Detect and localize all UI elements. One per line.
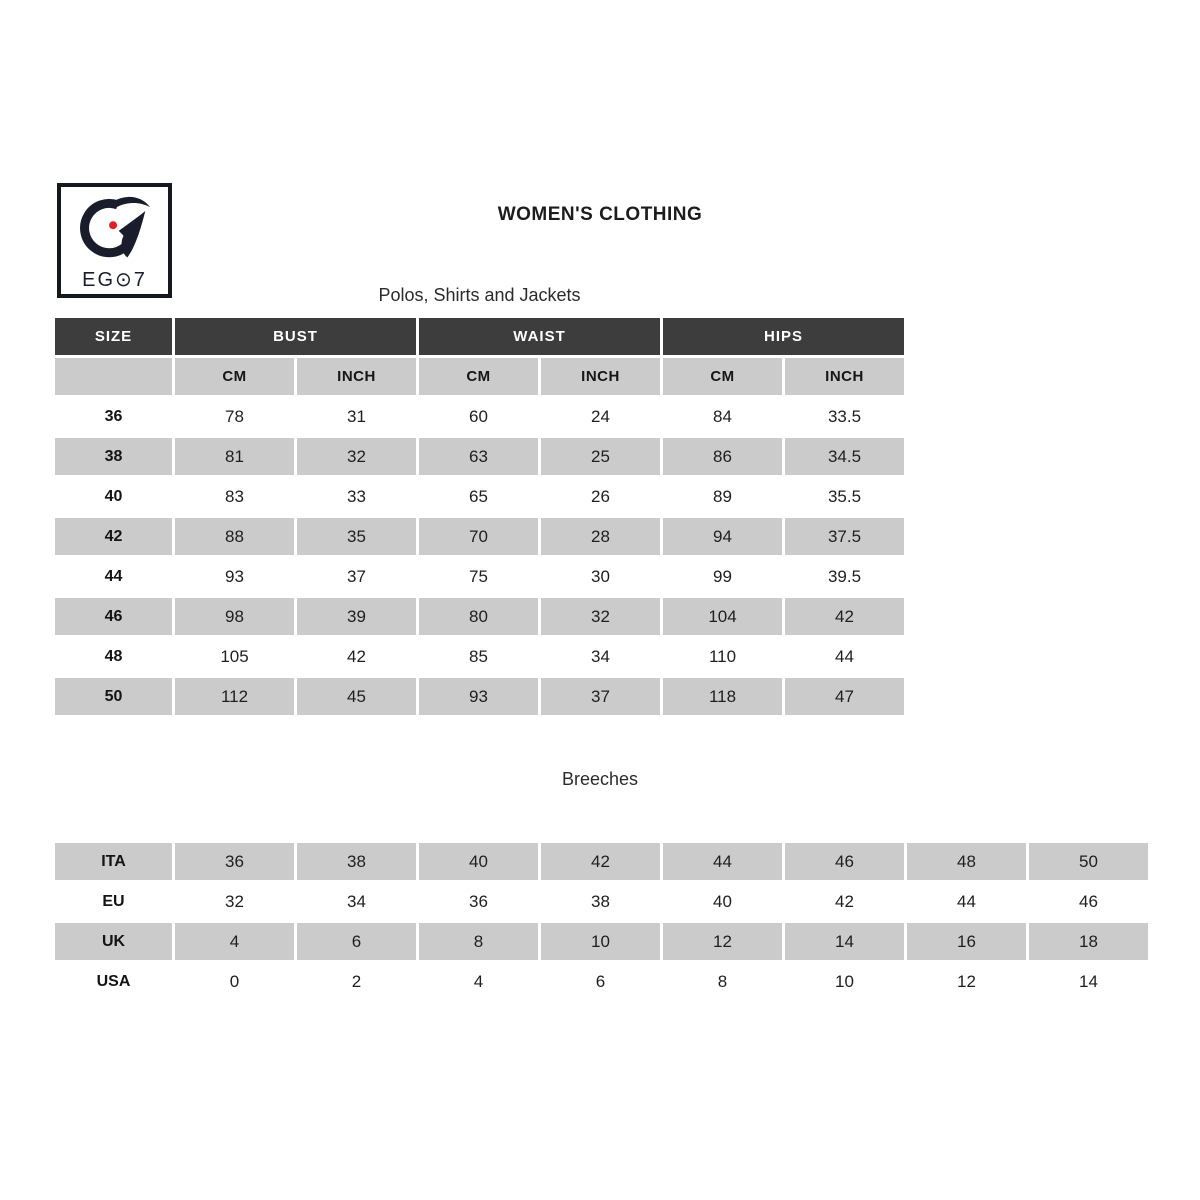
- group-header-row: [55, 318, 904, 355]
- value-cell: 70: [419, 518, 538, 555]
- page-title: WOMEN'S CLOTHING: [497, 204, 703, 225]
- bust-group-header: BUST: [175, 318, 416, 355]
- value-cell: 6: [595, 971, 606, 991]
- region-size-row: [55, 923, 1148, 960]
- unit-header-cell: CM: [663, 358, 782, 395]
- value-cell: 8: [717, 971, 728, 991]
- value-cell: 85: [469, 646, 488, 666]
- region-size-row: [55, 883, 1148, 920]
- region-cell: ITA: [55, 843, 172, 880]
- size-row: [55, 638, 904, 675]
- value-cell: 46: [1079, 891, 1098, 911]
- size-cell: 44: [104, 567, 123, 585]
- value-cell: 86: [663, 438, 782, 475]
- value-cell: 80: [419, 598, 538, 635]
- value-cell: 33.5: [827, 406, 862, 426]
- value-cell: 46: [785, 843, 904, 880]
- value-cell: 44: [663, 843, 782, 880]
- value-cell: 26: [591, 486, 610, 506]
- unit-header-cell: CM: [175, 358, 294, 395]
- value-cell: 48: [907, 843, 1026, 880]
- value-cell: 33: [347, 486, 366, 506]
- value-cell: 34: [591, 646, 610, 666]
- value-cell: 31: [347, 406, 366, 426]
- value-cell: 40: [713, 891, 732, 911]
- size-row: [55, 598, 904, 635]
- value-cell: 32: [297, 438, 416, 475]
- value-cell: 65: [469, 486, 488, 506]
- value-cell: 39.5: [827, 566, 862, 586]
- value-cell: 88: [175, 518, 294, 555]
- unit-header-cell: INCH: [785, 358, 904, 395]
- size-cell: 40: [104, 487, 123, 505]
- waist-group-header: WAIST: [419, 318, 660, 355]
- value-cell: 83: [225, 486, 244, 506]
- value-cell: 2: [351, 971, 362, 991]
- value-cell: 78: [225, 406, 244, 426]
- value-cell: 47: [785, 678, 904, 715]
- value-cell: 16: [907, 923, 1026, 960]
- value-cell: 60: [469, 406, 488, 426]
- value-cell: 36: [469, 891, 488, 911]
- value-cell: 32: [541, 598, 660, 635]
- region-cell: USA: [96, 972, 131, 990]
- value-cell: 18: [1029, 923, 1148, 960]
- value-cell: 38: [297, 843, 416, 880]
- value-cell: 63: [419, 438, 538, 475]
- value-cell: 39: [297, 598, 416, 635]
- value-cell: 42: [347, 646, 366, 666]
- value-cell: 45: [297, 678, 416, 715]
- size-row: [55, 478, 904, 515]
- value-cell: 104: [663, 598, 782, 635]
- polos-table-caption: Polos, Shirts and Jackets: [378, 285, 581, 305]
- value-cell: 8: [419, 923, 538, 960]
- value-cell: 38: [591, 891, 610, 911]
- value-cell: 25: [541, 438, 660, 475]
- value-cell: 14: [1079, 971, 1098, 991]
- size-cell: 36: [104, 407, 123, 425]
- size-cell: 46: [55, 598, 172, 635]
- value-cell: 4: [175, 923, 294, 960]
- size-cell: 42: [55, 518, 172, 555]
- value-cell: 36: [175, 843, 294, 880]
- value-cell: 99: [713, 566, 732, 586]
- size-cell: 50: [55, 678, 172, 715]
- value-cell: 93: [225, 566, 244, 586]
- unit-header-cell: INCH: [541, 358, 660, 395]
- value-cell: 12: [663, 923, 782, 960]
- value-cell: 118: [663, 678, 782, 715]
- region-size-row: [55, 843, 1148, 880]
- value-cell: 34: [347, 891, 366, 911]
- value-cell: 75: [469, 566, 488, 586]
- value-cell: 105: [220, 646, 249, 666]
- value-cell: 110: [708, 646, 737, 666]
- value-cell: 37: [541, 678, 660, 715]
- value-cell: 42: [541, 843, 660, 880]
- brand-logo-text: EG⊙7: [82, 269, 147, 291]
- size-column-header: SIZE: [55, 318, 172, 355]
- value-cell: 10: [835, 971, 854, 991]
- value-cell: 28: [541, 518, 660, 555]
- value-cell: 50: [1029, 843, 1148, 880]
- region-size-row: [55, 963, 1148, 1000]
- value-cell: 42: [835, 891, 854, 911]
- value-cell: 89: [713, 486, 732, 506]
- value-cell: 34.5: [785, 438, 904, 475]
- value-cell: 40: [419, 843, 538, 880]
- size-cell: 38: [55, 438, 172, 475]
- brand-logo: [57, 183, 172, 298]
- value-cell: 44: [835, 646, 854, 666]
- value-cell: 6: [297, 923, 416, 960]
- region-cell: UK: [55, 923, 172, 960]
- size-row: [55, 398, 904, 435]
- size-row: [55, 678, 904, 715]
- breeches-table: [52, 840, 1151, 1003]
- polos-shirts-jackets-table: [52, 315, 907, 718]
- value-cell: 81: [175, 438, 294, 475]
- value-cell: 35: [297, 518, 416, 555]
- value-cell: 12: [957, 971, 976, 991]
- value-cell: 10: [541, 923, 660, 960]
- size-row: [55, 518, 904, 555]
- value-cell: 32: [225, 891, 244, 911]
- value-cell: 112: [175, 678, 294, 715]
- value-cell: 42: [785, 598, 904, 635]
- value-cell: 30: [591, 566, 610, 586]
- unit-header-row: [55, 358, 904, 395]
- value-cell: 98: [175, 598, 294, 635]
- breeches-table-caption: Breeches: [561, 769, 639, 789]
- size-row: [55, 438, 904, 475]
- value-cell: 14: [785, 923, 904, 960]
- value-cell: 37.5: [785, 518, 904, 555]
- corner-empty-cell: [55, 358, 172, 395]
- size-row: [55, 558, 904, 595]
- unit-header-cell: CM: [419, 358, 538, 395]
- unit-header-cell: INCH: [297, 358, 416, 395]
- value-cell: 24: [591, 406, 610, 426]
- size-cell: 48: [104, 647, 123, 665]
- value-cell: 4: [473, 971, 484, 991]
- value-cell: 44: [957, 891, 976, 911]
- value-cell: 35.5: [827, 486, 862, 506]
- value-cell: 93: [419, 678, 538, 715]
- hips-group-header: HIPS: [663, 318, 904, 355]
- value-cell: 94: [663, 518, 782, 555]
- value-cell: 84: [713, 406, 732, 426]
- region-cell: EU: [102, 892, 125, 910]
- value-cell: 37: [347, 566, 366, 586]
- value-cell: 0: [229, 971, 240, 991]
